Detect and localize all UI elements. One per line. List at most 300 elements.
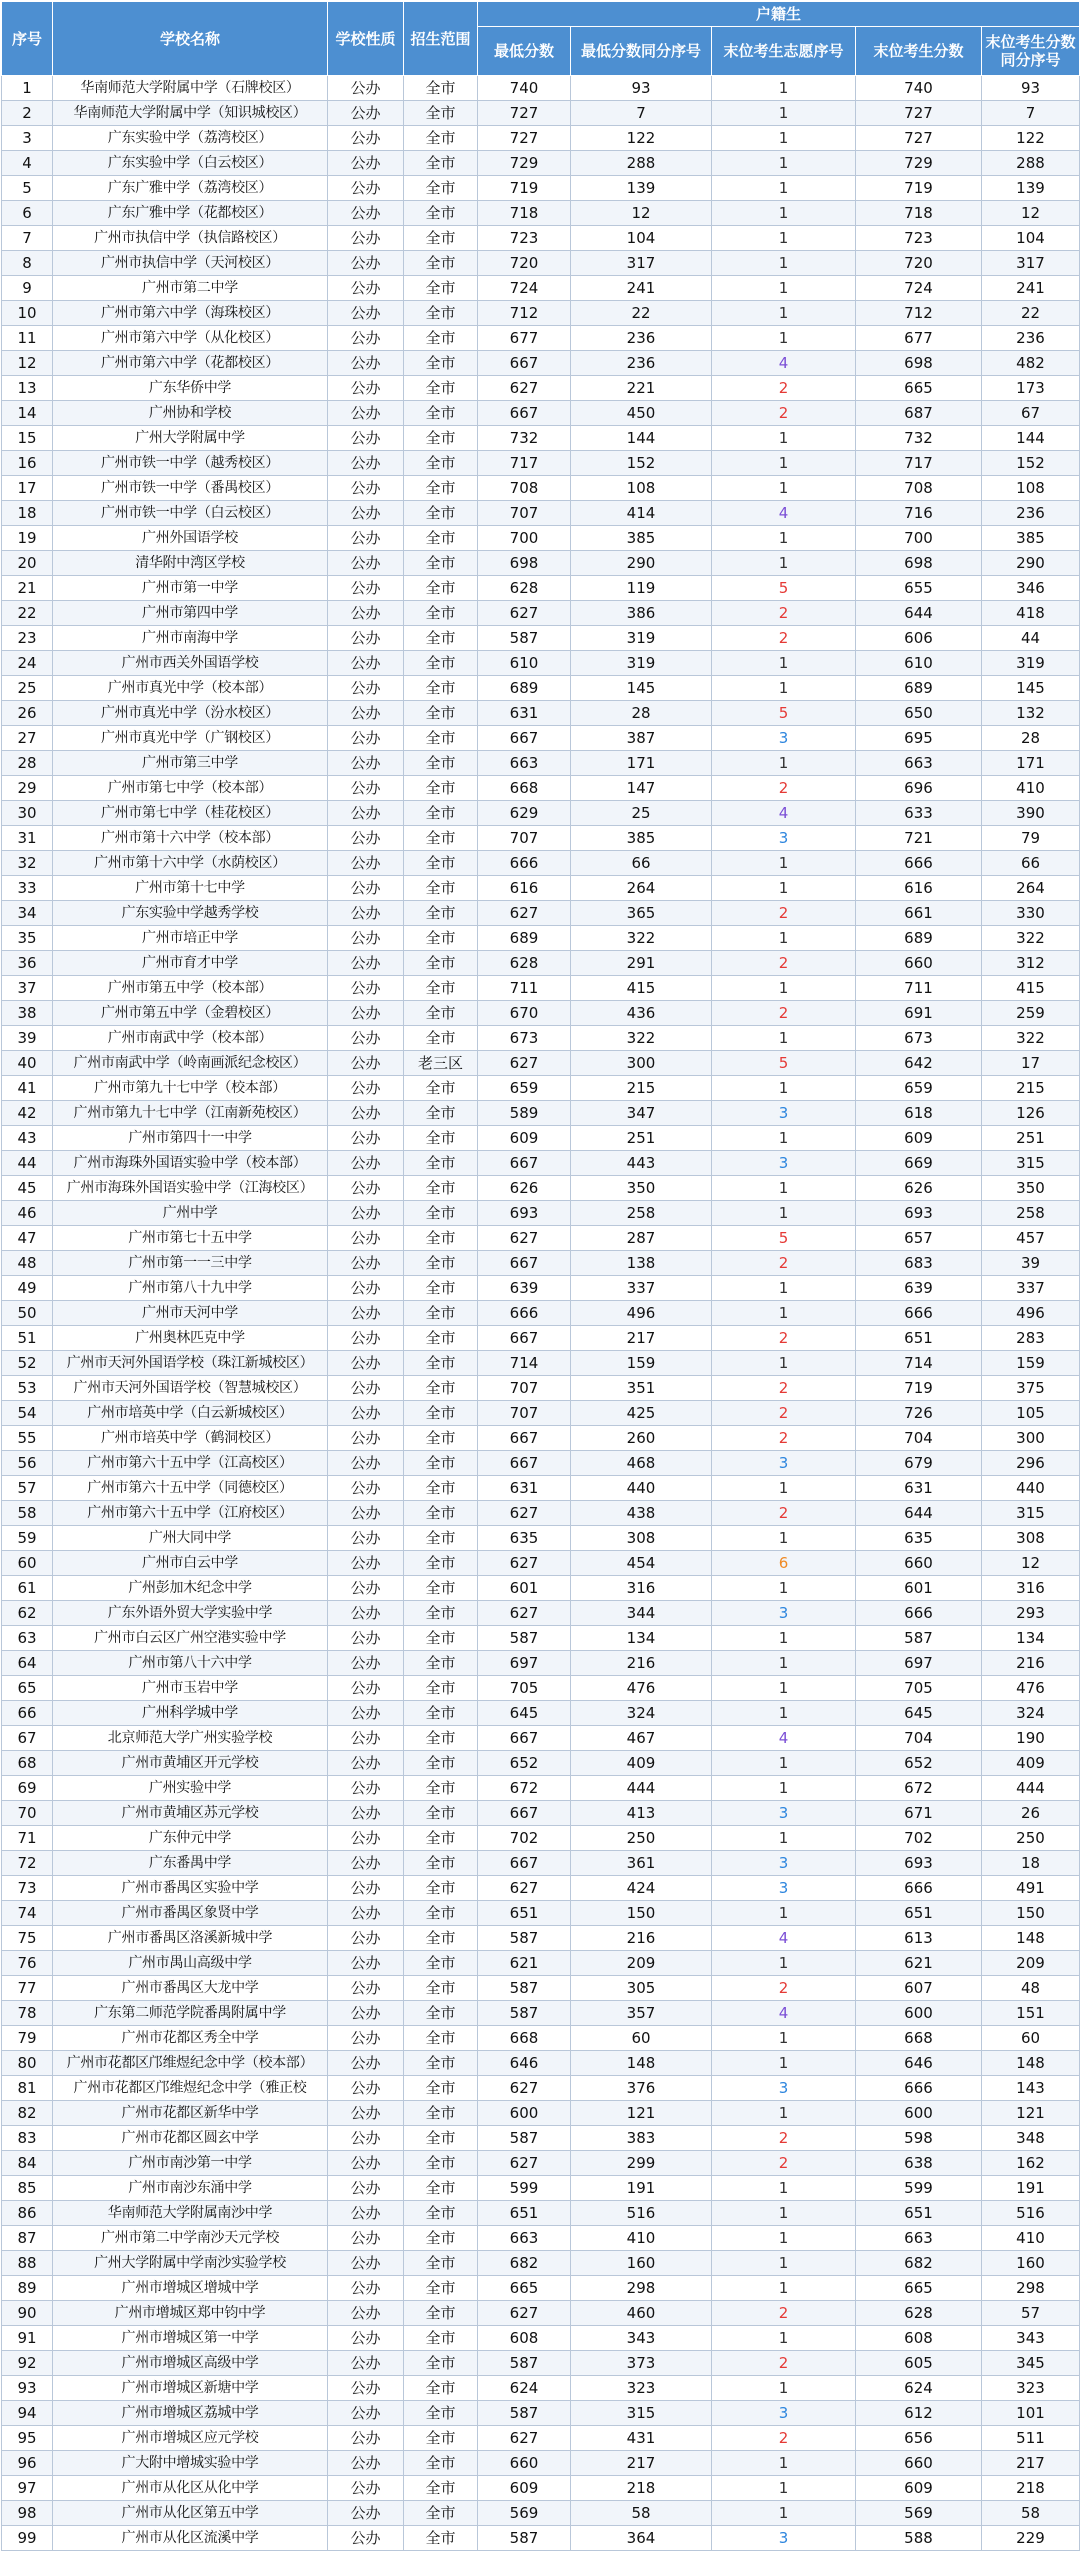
cell-school-name: 广州市真光中学（广钢校区） xyxy=(53,726,328,751)
table-row xyxy=(2,926,1080,951)
cell-enroll-scope: 全市 xyxy=(404,576,478,601)
cell-seq: 77 xyxy=(2,1976,53,2001)
cell-last-score: 600 xyxy=(856,2101,982,2126)
cell-last-score: 740 xyxy=(856,76,982,101)
cell-last-choice: 1 xyxy=(712,451,856,476)
cell-last-choice: 2 xyxy=(712,2151,856,2176)
cell-last-score-rank: 12 xyxy=(982,1551,1080,1576)
cell-seq: 55 xyxy=(2,1426,53,1451)
cell-last-score-rank: 312 xyxy=(982,951,1080,976)
cell-enroll-scope: 全市 xyxy=(404,426,478,451)
admission-score-table xyxy=(1,1,1080,2551)
cell-last-score-rank: 316 xyxy=(982,1576,1080,1601)
cell-enroll-scope: 全市 xyxy=(404,2101,478,2126)
table-row xyxy=(2,1176,1080,1201)
cell-school-type: 公办 xyxy=(328,951,404,976)
cell-school-name: 广州市花都区邝维煜纪念中学（雅正校 xyxy=(53,2076,328,2101)
table-row xyxy=(2,1126,1080,1151)
cell-min-score-rank: 383 xyxy=(571,2126,712,2151)
cell-last-score: 616 xyxy=(856,876,982,901)
cell-enroll-scope: 全市 xyxy=(404,2151,478,2176)
cell-last-score: 711 xyxy=(856,976,982,1001)
cell-school-name: 广州市禺山高级中学 xyxy=(53,1951,328,1976)
cell-min-score: 645 xyxy=(478,1701,571,1726)
cell-min-score-rank: 425 xyxy=(571,1401,712,1426)
cell-min-score: 627 xyxy=(478,1051,571,1076)
cell-last-score-rank: 296 xyxy=(982,1451,1080,1476)
cell-seq: 18 xyxy=(2,501,53,526)
table-row xyxy=(2,2076,1080,2101)
cell-last-score: 663 xyxy=(856,2226,982,2251)
cell-last-choice: 3 xyxy=(712,2076,856,2101)
cell-school-type: 公办 xyxy=(328,926,404,951)
table-row xyxy=(2,776,1080,801)
cell-last-score: 609 xyxy=(856,2476,982,2501)
cell-school-name: 广州市第一中学 xyxy=(53,576,328,601)
table-row xyxy=(2,1376,1080,1401)
cell-min-score-rank: 7 xyxy=(571,101,712,126)
cell-last-choice: 1 xyxy=(712,2451,856,2476)
table-row xyxy=(2,676,1080,701)
cell-school-name: 广州市西关外国语学校 xyxy=(53,651,328,676)
table-row xyxy=(2,501,1080,526)
table-row xyxy=(2,1576,1080,1601)
cell-last-choice: 2 xyxy=(712,1426,856,1451)
cell-enroll-scope: 全市 xyxy=(404,1076,478,1101)
table-row xyxy=(2,1426,1080,1451)
cell-last-score: 673 xyxy=(856,1026,982,1051)
table-row xyxy=(2,576,1080,601)
cell-min-score-rank: 468 xyxy=(571,1451,712,1476)
cell-school-name: 华南师范大学附属中学（知识城校区） xyxy=(53,101,328,126)
cell-seq: 60 xyxy=(2,1551,53,1576)
cell-seq: 93 xyxy=(2,2376,53,2401)
cell-enroll-scope: 全市 xyxy=(404,2426,478,2451)
cell-min-score: 651 xyxy=(478,2201,571,2226)
cell-enroll-scope: 全市 xyxy=(404,1176,478,1201)
cell-last-choice: 3 xyxy=(712,1601,856,1626)
cell-school-name: 广东实验中学（白云校区） xyxy=(53,151,328,176)
cell-enroll-scope: 全市 xyxy=(404,1576,478,1601)
table-row xyxy=(2,1551,1080,1576)
cell-enroll-scope: 全市 xyxy=(404,2226,478,2251)
cell-enroll-scope: 全市 xyxy=(404,1376,478,1401)
cell-last-score: 626 xyxy=(856,1176,982,1201)
cell-school-name: 广州市第六中学（海珠校区） xyxy=(53,301,328,326)
cell-school-type: 公办 xyxy=(328,2451,404,2476)
table-row xyxy=(2,951,1080,976)
cell-last-choice: 1 xyxy=(712,1126,856,1151)
cell-school-name: 广州彭加木纪念中学 xyxy=(53,1576,328,1601)
cell-school-name: 广州市第六十五中学（同德校区） xyxy=(53,1476,328,1501)
cell-last-score: 663 xyxy=(856,751,982,776)
cell-school-type: 公办 xyxy=(328,151,404,176)
cell-last-choice: 2 xyxy=(712,1326,856,1351)
cell-min-score-rank: 145 xyxy=(571,676,712,701)
cell-last-choice: 1 xyxy=(712,126,856,151)
cell-last-score: 672 xyxy=(856,1776,982,1801)
cell-min-score-rank: 414 xyxy=(571,501,712,526)
cell-last-score: 652 xyxy=(856,1751,982,1776)
cell-last-choice: 1 xyxy=(712,851,856,876)
cell-min-score: 627 xyxy=(478,1876,571,1901)
cell-school-type: 公办 xyxy=(328,2151,404,2176)
cell-last-score: 720 xyxy=(856,251,982,276)
cell-last-choice: 1 xyxy=(712,101,856,126)
cell-last-score-rank: 444 xyxy=(982,1776,1080,1801)
cell-school-name: 广州市真光中学（汾水校区） xyxy=(53,701,328,726)
cell-last-score: 727 xyxy=(856,126,982,151)
cell-seq: 38 xyxy=(2,1001,53,1026)
cell-last-choice: 3 xyxy=(712,1151,856,1176)
cell-enroll-scope: 全市 xyxy=(404,1351,478,1376)
cell-last-choice: 1 xyxy=(712,2101,856,2126)
table-row xyxy=(2,1001,1080,1026)
cell-seq: 67 xyxy=(2,1726,53,1751)
cell-min-score-rank: 236 xyxy=(571,351,712,376)
cell-seq: 15 xyxy=(2,426,53,451)
cell-last-score: 716 xyxy=(856,501,982,526)
cell-last-score-rank: 28 xyxy=(982,726,1080,751)
cell-school-type: 公办 xyxy=(328,1351,404,1376)
table-row xyxy=(2,2326,1080,2351)
cell-last-choice: 1 xyxy=(712,1176,856,1201)
cell-school-type: 公办 xyxy=(328,1676,404,1701)
cell-min-score: 667 xyxy=(478,1251,571,1276)
cell-school-type: 公办 xyxy=(328,2351,404,2376)
cell-school-type: 公办 xyxy=(328,301,404,326)
cell-enroll-scope: 全市 xyxy=(404,776,478,801)
cell-min-score: 714 xyxy=(478,1351,571,1376)
cell-enroll-scope: 全市 xyxy=(404,2076,478,2101)
cell-seq: 32 xyxy=(2,851,53,876)
cell-seq: 29 xyxy=(2,776,53,801)
cell-last-score: 660 xyxy=(856,2451,982,2476)
cell-min-score-rank: 454 xyxy=(571,1551,712,1576)
cell-school-type: 公办 xyxy=(328,2076,404,2101)
cell-seq: 63 xyxy=(2,1626,53,1651)
cell-last-choice: 2 xyxy=(712,776,856,801)
cell-school-name: 广州市第九十七中学（江南新苑校区） xyxy=(53,1101,328,1126)
cell-last-score-rank: 457 xyxy=(982,1226,1080,1251)
cell-school-type: 公办 xyxy=(328,2001,404,2026)
cell-enroll-scope: 全市 xyxy=(404,2326,478,2351)
cell-school-type: 公办 xyxy=(328,1526,404,1551)
cell-min-score-rank: 438 xyxy=(571,1501,712,1526)
table-row xyxy=(2,651,1080,676)
cell-min-score-rank: 22 xyxy=(571,301,712,326)
cell-seq: 83 xyxy=(2,2126,53,2151)
cell-min-score-rank: 431 xyxy=(571,2426,712,2451)
cell-last-score: 628 xyxy=(856,2301,982,2326)
cell-enroll-scope: 全市 xyxy=(404,601,478,626)
cell-last-score-rank: 139 xyxy=(982,176,1080,201)
cell-min-score-rank: 104 xyxy=(571,226,712,251)
cell-school-type: 公办 xyxy=(328,201,404,226)
cell-last-score-rank: 218 xyxy=(982,2476,1080,2501)
cell-min-score: 627 xyxy=(478,601,571,626)
cell-last-score: 610 xyxy=(856,651,982,676)
cell-enroll-scope: 全市 xyxy=(404,2251,478,2276)
cell-enroll-scope: 全市 xyxy=(404,251,478,276)
table-row xyxy=(2,1651,1080,1676)
cell-last-score-rank: 148 xyxy=(982,2051,1080,2076)
cell-last-score-rank: 190 xyxy=(982,1726,1080,1751)
cell-seq: 24 xyxy=(2,651,53,676)
table-row xyxy=(2,1751,1080,1776)
cell-enroll-scope: 全市 xyxy=(404,1726,478,1751)
cell-enroll-scope: 全市 xyxy=(404,1826,478,1851)
cell-school-name: 广州市花都区新华中学 xyxy=(53,2101,328,2126)
cell-seq: 19 xyxy=(2,526,53,551)
cell-school-name: 广东实验中学（荔湾校区） xyxy=(53,126,328,151)
cell-min-score: 587 xyxy=(478,1926,571,1951)
cell-last-score-rank: 491 xyxy=(982,1876,1080,1901)
table-row xyxy=(2,76,1080,101)
cell-school-name: 广州市第六中学（花都校区） xyxy=(53,351,328,376)
cell-last-score: 588 xyxy=(856,2526,982,2551)
cell-seq: 27 xyxy=(2,726,53,751)
cell-last-score: 666 xyxy=(856,2076,982,2101)
cell-last-choice: 1 xyxy=(712,1751,856,1776)
cell-min-score-rank: 373 xyxy=(571,2351,712,2376)
cell-last-choice: 1 xyxy=(712,176,856,201)
cell-last-choice: 1 xyxy=(712,326,856,351)
cell-last-score: 689 xyxy=(856,676,982,701)
cell-last-choice: 1 xyxy=(712,976,856,1001)
cell-school-name: 广东广雅中学（荔湾校区） xyxy=(53,176,328,201)
cell-school-name: 广州市从化区流溪中学 xyxy=(53,2526,328,2551)
table-row xyxy=(2,1926,1080,1951)
cell-seq: 3 xyxy=(2,126,53,151)
cell-last-score-rank: 18 xyxy=(982,1851,1080,1876)
cell-enroll-scope: 全市 xyxy=(404,851,478,876)
cell-last-choice: 1 xyxy=(712,301,856,326)
cell-last-score-rank: 159 xyxy=(982,1351,1080,1376)
cell-last-choice: 1 xyxy=(712,1626,856,1651)
cell-seq: 45 xyxy=(2,1176,53,1201)
cell-last-choice: 1 xyxy=(712,2501,856,2526)
table-row xyxy=(2,1676,1080,1701)
cell-last-score-rank: 410 xyxy=(982,2226,1080,2251)
cell-min-score: 720 xyxy=(478,251,571,276)
cell-seq: 99 xyxy=(2,2526,53,2551)
cell-school-type: 公办 xyxy=(328,2426,404,2451)
cell-school-type: 公办 xyxy=(328,2476,404,2501)
cell-last-choice: 1 xyxy=(712,1201,856,1226)
cell-school-name: 广州市从化区第五中学 xyxy=(53,2501,328,2526)
cell-last-score: 671 xyxy=(856,1801,982,1826)
table-row xyxy=(2,2151,1080,2176)
cell-last-score-rank: 67 xyxy=(982,401,1080,426)
cell-seq: 87 xyxy=(2,2226,53,2251)
cell-last-score: 698 xyxy=(856,551,982,576)
cell-enroll-scope: 全市 xyxy=(404,2276,478,2301)
table-row xyxy=(2,1151,1080,1176)
cell-last-score: 666 xyxy=(856,1301,982,1326)
table-row xyxy=(2,551,1080,576)
cell-last-score-rank: 375 xyxy=(982,1376,1080,1401)
table-row xyxy=(2,526,1080,551)
cell-last-choice: 5 xyxy=(712,1051,856,1076)
cell-seq: 57 xyxy=(2,1476,53,1501)
cell-min-score-rank: 424 xyxy=(571,1876,712,1901)
cell-min-score-rank: 365 xyxy=(571,901,712,926)
cell-last-score-rank: 322 xyxy=(982,1026,1080,1051)
cell-last-score: 708 xyxy=(856,476,982,501)
cell-last-score: 695 xyxy=(856,726,982,751)
cell-enroll-scope: 全市 xyxy=(404,76,478,101)
cell-last-choice: 1 xyxy=(712,526,856,551)
cell-min-score-rank: 410 xyxy=(571,2226,712,2251)
cell-seq: 64 xyxy=(2,1651,53,1676)
cell-last-score: 718 xyxy=(856,201,982,226)
cell-seq: 5 xyxy=(2,176,53,201)
cell-school-type: 公办 xyxy=(328,1876,404,1901)
cell-school-type: 公办 xyxy=(328,451,404,476)
cell-enroll-scope: 全市 xyxy=(404,1026,478,1051)
table-row xyxy=(2,1026,1080,1051)
cell-last-score-rank: 308 xyxy=(982,1526,1080,1551)
cell-min-score: 677 xyxy=(478,326,571,351)
cell-seq: 12 xyxy=(2,351,53,376)
cell-min-score-rank: 191 xyxy=(571,2176,712,2201)
cell-seq: 42 xyxy=(2,1101,53,1126)
cell-school-type: 公办 xyxy=(328,676,404,701)
cell-min-score: 727 xyxy=(478,101,571,126)
table-row xyxy=(2,2301,1080,2326)
cell-last-score: 618 xyxy=(856,1101,982,1126)
cell-last-score: 599 xyxy=(856,2176,982,2201)
cell-min-score: 627 xyxy=(478,376,571,401)
cell-seq: 16 xyxy=(2,451,53,476)
cell-last-choice: 1 xyxy=(712,201,856,226)
table-row xyxy=(2,1626,1080,1651)
table-row xyxy=(2,1951,1080,1976)
cell-seq: 97 xyxy=(2,2476,53,2501)
cell-school-name: 广大附中增城实验中学 xyxy=(53,2451,328,2476)
table-row xyxy=(2,176,1080,201)
cell-seq: 34 xyxy=(2,901,53,926)
cell-school-type: 公办 xyxy=(328,1001,404,1026)
cell-last-choice: 1 xyxy=(712,426,856,451)
cell-school-type: 公办 xyxy=(328,326,404,351)
cell-min-score-rank: 150 xyxy=(571,1901,712,1926)
cell-last-score: 714 xyxy=(856,1351,982,1376)
cell-last-choice: 1 xyxy=(712,476,856,501)
cell-last-score-rank: 122 xyxy=(982,126,1080,151)
cell-seq: 88 xyxy=(2,2251,53,2276)
cell-seq: 28 xyxy=(2,751,53,776)
cell-seq: 81 xyxy=(2,2076,53,2101)
cell-min-score: 667 xyxy=(478,1801,571,1826)
table-row xyxy=(2,1601,1080,1626)
cell-min-score-rank: 387 xyxy=(571,726,712,751)
cell-enroll-scope: 全市 xyxy=(404,1926,478,1951)
cell-school-name: 广州市第四中学 xyxy=(53,601,328,626)
table-row xyxy=(2,2426,1080,2451)
cell-min-score: 600 xyxy=(478,2101,571,2126)
cell-min-score: 667 xyxy=(478,1726,571,1751)
cell-min-score-rank: 319 xyxy=(571,651,712,676)
table-row xyxy=(2,2101,1080,2126)
cell-last-score-rank: 482 xyxy=(982,351,1080,376)
table-row xyxy=(2,251,1080,276)
table-row xyxy=(2,1476,1080,1501)
cell-min-score: 616 xyxy=(478,876,571,901)
cell-enroll-scope: 全市 xyxy=(404,1876,478,1901)
cell-enroll-scope: 全市 xyxy=(404,2026,478,2051)
cell-school-name: 广州市从化区从化中学 xyxy=(53,2476,328,2501)
header-last-score: 末位考生分数 xyxy=(856,27,982,76)
cell-last-choice: 1 xyxy=(712,926,856,951)
cell-seq: 78 xyxy=(2,2001,53,2026)
cell-enroll-scope: 全市 xyxy=(404,1126,478,1151)
cell-last-score: 665 xyxy=(856,376,982,401)
cell-school-type: 公办 xyxy=(328,276,404,301)
cell-last-score-rank: 258 xyxy=(982,1201,1080,1226)
cell-seq: 71 xyxy=(2,1826,53,1851)
cell-seq: 80 xyxy=(2,2051,53,2076)
cell-min-score-rank: 138 xyxy=(571,1251,712,1276)
cell-enroll-scope: 全市 xyxy=(404,2051,478,2076)
cell-min-score-rank: 496 xyxy=(571,1301,712,1326)
cell-seq: 96 xyxy=(2,2451,53,2476)
cell-seq: 59 xyxy=(2,1526,53,1551)
cell-seq: 75 xyxy=(2,1926,53,1951)
cell-min-score-rank: 350 xyxy=(571,1176,712,1201)
cell-school-type: 公办 xyxy=(328,751,404,776)
cell-seq: 6 xyxy=(2,201,53,226)
cell-last-choice: 2 xyxy=(712,2351,856,2376)
cell-last-choice: 2 xyxy=(712,1001,856,1026)
cell-min-score: 610 xyxy=(478,651,571,676)
cell-min-score-rank: 148 xyxy=(571,2051,712,2076)
cell-enroll-scope: 全市 xyxy=(404,1676,478,1701)
cell-school-type: 公办 xyxy=(328,1501,404,1526)
table-row xyxy=(2,1776,1080,1801)
cell-school-name: 广州市第十七中学 xyxy=(53,876,328,901)
cell-seq: 41 xyxy=(2,1076,53,1101)
cell-school-name: 华南师范大学附属中学（石牌校区） xyxy=(53,76,328,101)
cell-last-choice: 1 xyxy=(712,2051,856,2076)
cell-school-type: 公办 xyxy=(328,1601,404,1626)
cell-last-choice: 1 xyxy=(712,1676,856,1701)
cell-last-choice: 2 xyxy=(712,376,856,401)
table-row xyxy=(2,1701,1080,1726)
cell-min-score-rank: 260 xyxy=(571,1426,712,1451)
cell-last-choice: 1 xyxy=(712,2226,856,2251)
cell-last-score-rank: 150 xyxy=(982,1901,1080,1926)
cell-school-type: 公办 xyxy=(328,1976,404,2001)
cell-last-score: 655 xyxy=(856,576,982,601)
cell-last-score: 666 xyxy=(856,1876,982,1901)
cell-last-score-rank: 385 xyxy=(982,526,1080,551)
cell-min-score-rank: 58 xyxy=(571,2501,712,2526)
cell-last-score-rank: 511 xyxy=(982,2426,1080,2451)
cell-school-name: 广州市培正中学 xyxy=(53,926,328,951)
cell-last-score: 719 xyxy=(856,176,982,201)
cell-last-score: 621 xyxy=(856,1951,982,1976)
cell-last-score: 698 xyxy=(856,351,982,376)
cell-school-type: 公办 xyxy=(328,1901,404,1926)
cell-school-name: 广州市执信中学（天河校区） xyxy=(53,251,328,276)
cell-school-name: 广州市第十六中学（水荫校区） xyxy=(53,851,328,876)
cell-enroll-scope: 全市 xyxy=(404,901,478,926)
cell-enroll-scope: 全市 xyxy=(404,401,478,426)
cell-enroll-scope: 全市 xyxy=(404,451,478,476)
cell-school-type: 公办 xyxy=(328,851,404,876)
